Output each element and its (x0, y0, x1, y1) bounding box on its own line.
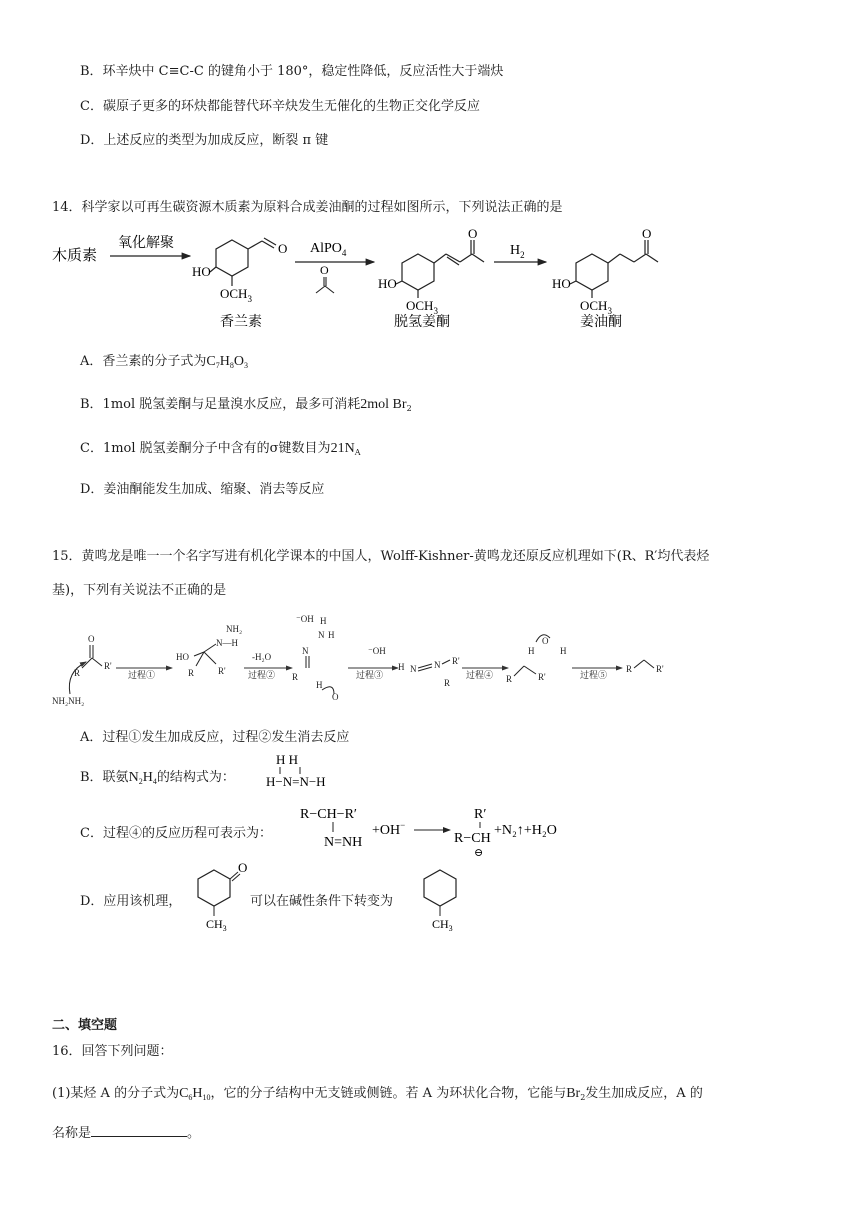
q14-option-b: B．1mol 脱氢姜酮与足量溴水反应，最多可消耗2mol $Br_2$ (80, 397, 412, 413)
svg-text:O: O (642, 226, 652, 241)
section-title: 二、填空题 (52, 1018, 118, 1033)
svg-text:O: O (468, 226, 478, 241)
svg-text:R': R' (656, 664, 664, 674)
svg-text:N—H: N—H (216, 638, 238, 648)
svg-text:R': R' (452, 656, 460, 666)
q14-stem: 14．科学家以可再生碳资源木质素为原料合成姜油酮的过程如图所示，下列说法正确的是 (52, 200, 563, 215)
svg-text:R′: R′ (474, 807, 487, 822)
svg-text:R': R' (218, 666, 226, 676)
q15-option-d-middle: 可以在碱性条件下转变为 (250, 894, 394, 909)
q15-option-a: A．过程①发生加成反应，过程②发生消去反应 (80, 730, 350, 745)
answer-blank[interactable] (91, 1124, 187, 1137)
svg-text:N: N (410, 664, 417, 674)
svg-text:OCH3: $OCH_3$ (406, 298, 438, 316)
svg-text:O: O (320, 263, 329, 277)
svg-text:N: N (318, 630, 325, 640)
svg-text:O: O (278, 241, 288, 256)
svg-text:过程③: 过程③ (356, 670, 384, 680)
svg-text:HO: HO (176, 652, 189, 662)
svg-text:H: H (320, 616, 327, 626)
methylcyclohexane-structure (416, 860, 476, 932)
svg-text:过程⑤: 过程⑤ (580, 670, 608, 680)
svg-text:N: N (434, 660, 441, 670)
zingerone-structure (570, 240, 658, 298)
svg-text:N: N (302, 646, 309, 656)
lignin-label: 木质素 (52, 246, 98, 264)
q13-option-c: C．碳原子更多的环炔都能替代环辛炔发生无催化的生物正交化学反应 (80, 99, 480, 114)
svg-text:H: H (328, 630, 335, 640)
svg-text:+OH−: +OH− (372, 820, 406, 838)
q15-stem-line1: 15．黄鸣龙是唯一一个名字写进有机化学课本的中国人，Wolff-Kishner-黄鸣龙还原反应机理如下(R、R′均代表烃 (52, 549, 710, 564)
svg-text:H: H (316, 680, 323, 690)
q16-part1: (1)某烃 A 的分子式为$C_6H_{10}$，它的分子结构中无支链或侧链。若 A 为环状化合物，它能与$Br_2$发生加成反应，A 的 (52, 1086, 703, 1102)
svg-text:R: R (626, 664, 633, 674)
q14-synthesis-scheme (50, 226, 670, 334)
svg-text:⁻OH: ⁻OH (296, 614, 314, 624)
svg-text:R: R (444, 678, 451, 688)
svg-text:R−CH−R′: R−CH−R′ (300, 807, 357, 822)
q16-stem: 16．回答下列问题： (52, 1044, 173, 1059)
svg-text:HO: HO (552, 276, 571, 291)
svg-text:O: O (88, 634, 95, 644)
svg-text:R−CH: R−CH (454, 831, 491, 846)
svg-text:R: R (74, 668, 81, 678)
svg-text:NH₂: NH₂ (226, 624, 243, 634)
svg-text:R': R' (538, 672, 546, 682)
svg-text:R': R' (104, 661, 112, 671)
svg-text:H H: H H (276, 752, 299, 767)
q15-option-d-prefix: D．应用该机理， (80, 894, 182, 909)
svg-text:H: H (528, 646, 535, 656)
q14-option-d: D．姜油酮能发生加成、缩聚、消去等反应 (80, 482, 325, 497)
svg-text:R: R (292, 672, 299, 682)
svg-text:R: R (506, 674, 513, 684)
svg-text:HO: HO (192, 264, 211, 279)
svg-text:AlPO4: AlPO$_4$ (310, 241, 347, 258)
q14-option-c: C．1mol 脱氢姜酮分子中含有的σ键数目为$21N_A$ (80, 441, 361, 457)
svg-text:+N₂↑+H₂O: +N₂↑+H₂O (494, 823, 557, 838)
svg-text:⊖: ⊖ (474, 847, 484, 859)
dehydrozingerone-structure (396, 240, 484, 298)
q13-option-b: B．环辛炔中 C≡C-C 的键角小于 180°，稳定性降低，反应活性大于端炔 (80, 64, 504, 79)
svg-text:H2: $H_2$ (510, 243, 525, 260)
q13-option-d: D．上述反应的类型为加成反应，断裂 π 键 (80, 133, 329, 148)
svg-text:O: O (542, 636, 549, 646)
svg-text:HO: HO (378, 276, 397, 291)
methylcyclohexanone-structure (190, 860, 250, 932)
svg-text:CH3: $CH_3$ (432, 917, 453, 932)
svg-text:OCH3: $OCH_3$ (580, 298, 612, 316)
step1-label: 氧化解聚 (118, 235, 174, 251)
q14-option-a: A．香兰素的分子式为$C_7H_8O_3$ (80, 354, 248, 370)
zingerone-label: 姜油酮 (580, 314, 622, 330)
vanillin-structure (210, 238, 276, 286)
svg-text:N=NH: N=NH (324, 835, 363, 850)
q16-part1-answer-line: 名称是 。 (52, 1126, 201, 1141)
wolff-kishner-mechanism (52, 612, 692, 708)
svg-text:过程②: 过程② (248, 670, 276, 680)
svg-text:H−N=N−H: H−N=N−H (266, 774, 326, 789)
svg-text:⁻OH: ⁻OH (368, 646, 386, 656)
svg-text:-H₂O: -H₂O (252, 652, 272, 662)
svg-text:H: H (560, 646, 567, 656)
svg-text:O: O (332, 692, 339, 702)
svg-text:OCH3: $OCH_3$ (220, 286, 252, 304)
dehydrozingerone-label: 脱氢姜酮 (394, 314, 450, 330)
q15-option-c: C．过程④的反应历程可表示为： (80, 826, 272, 841)
svg-text:过程④: 过程④ (466, 670, 494, 680)
hydrazine-structure (266, 752, 356, 792)
q15-option-b: B．联氨$N_2H_4$的结构式为： (80, 770, 235, 786)
q15-stem-line2: 基)，下列有关说法不正确的是 (52, 583, 227, 598)
svg-text:NH₂NH₂: NH₂NH₂ (52, 696, 85, 706)
process4-equation (300, 800, 580, 860)
svg-text:O: O (238, 860, 248, 875)
svg-text:CH3: $CH_3$ (206, 917, 227, 932)
svg-text:R: R (188, 668, 195, 678)
svg-text:过程①: 过程① (128, 670, 156, 680)
svg-text:H: H (398, 662, 405, 672)
vanillin-label: 香兰素 (220, 314, 262, 330)
